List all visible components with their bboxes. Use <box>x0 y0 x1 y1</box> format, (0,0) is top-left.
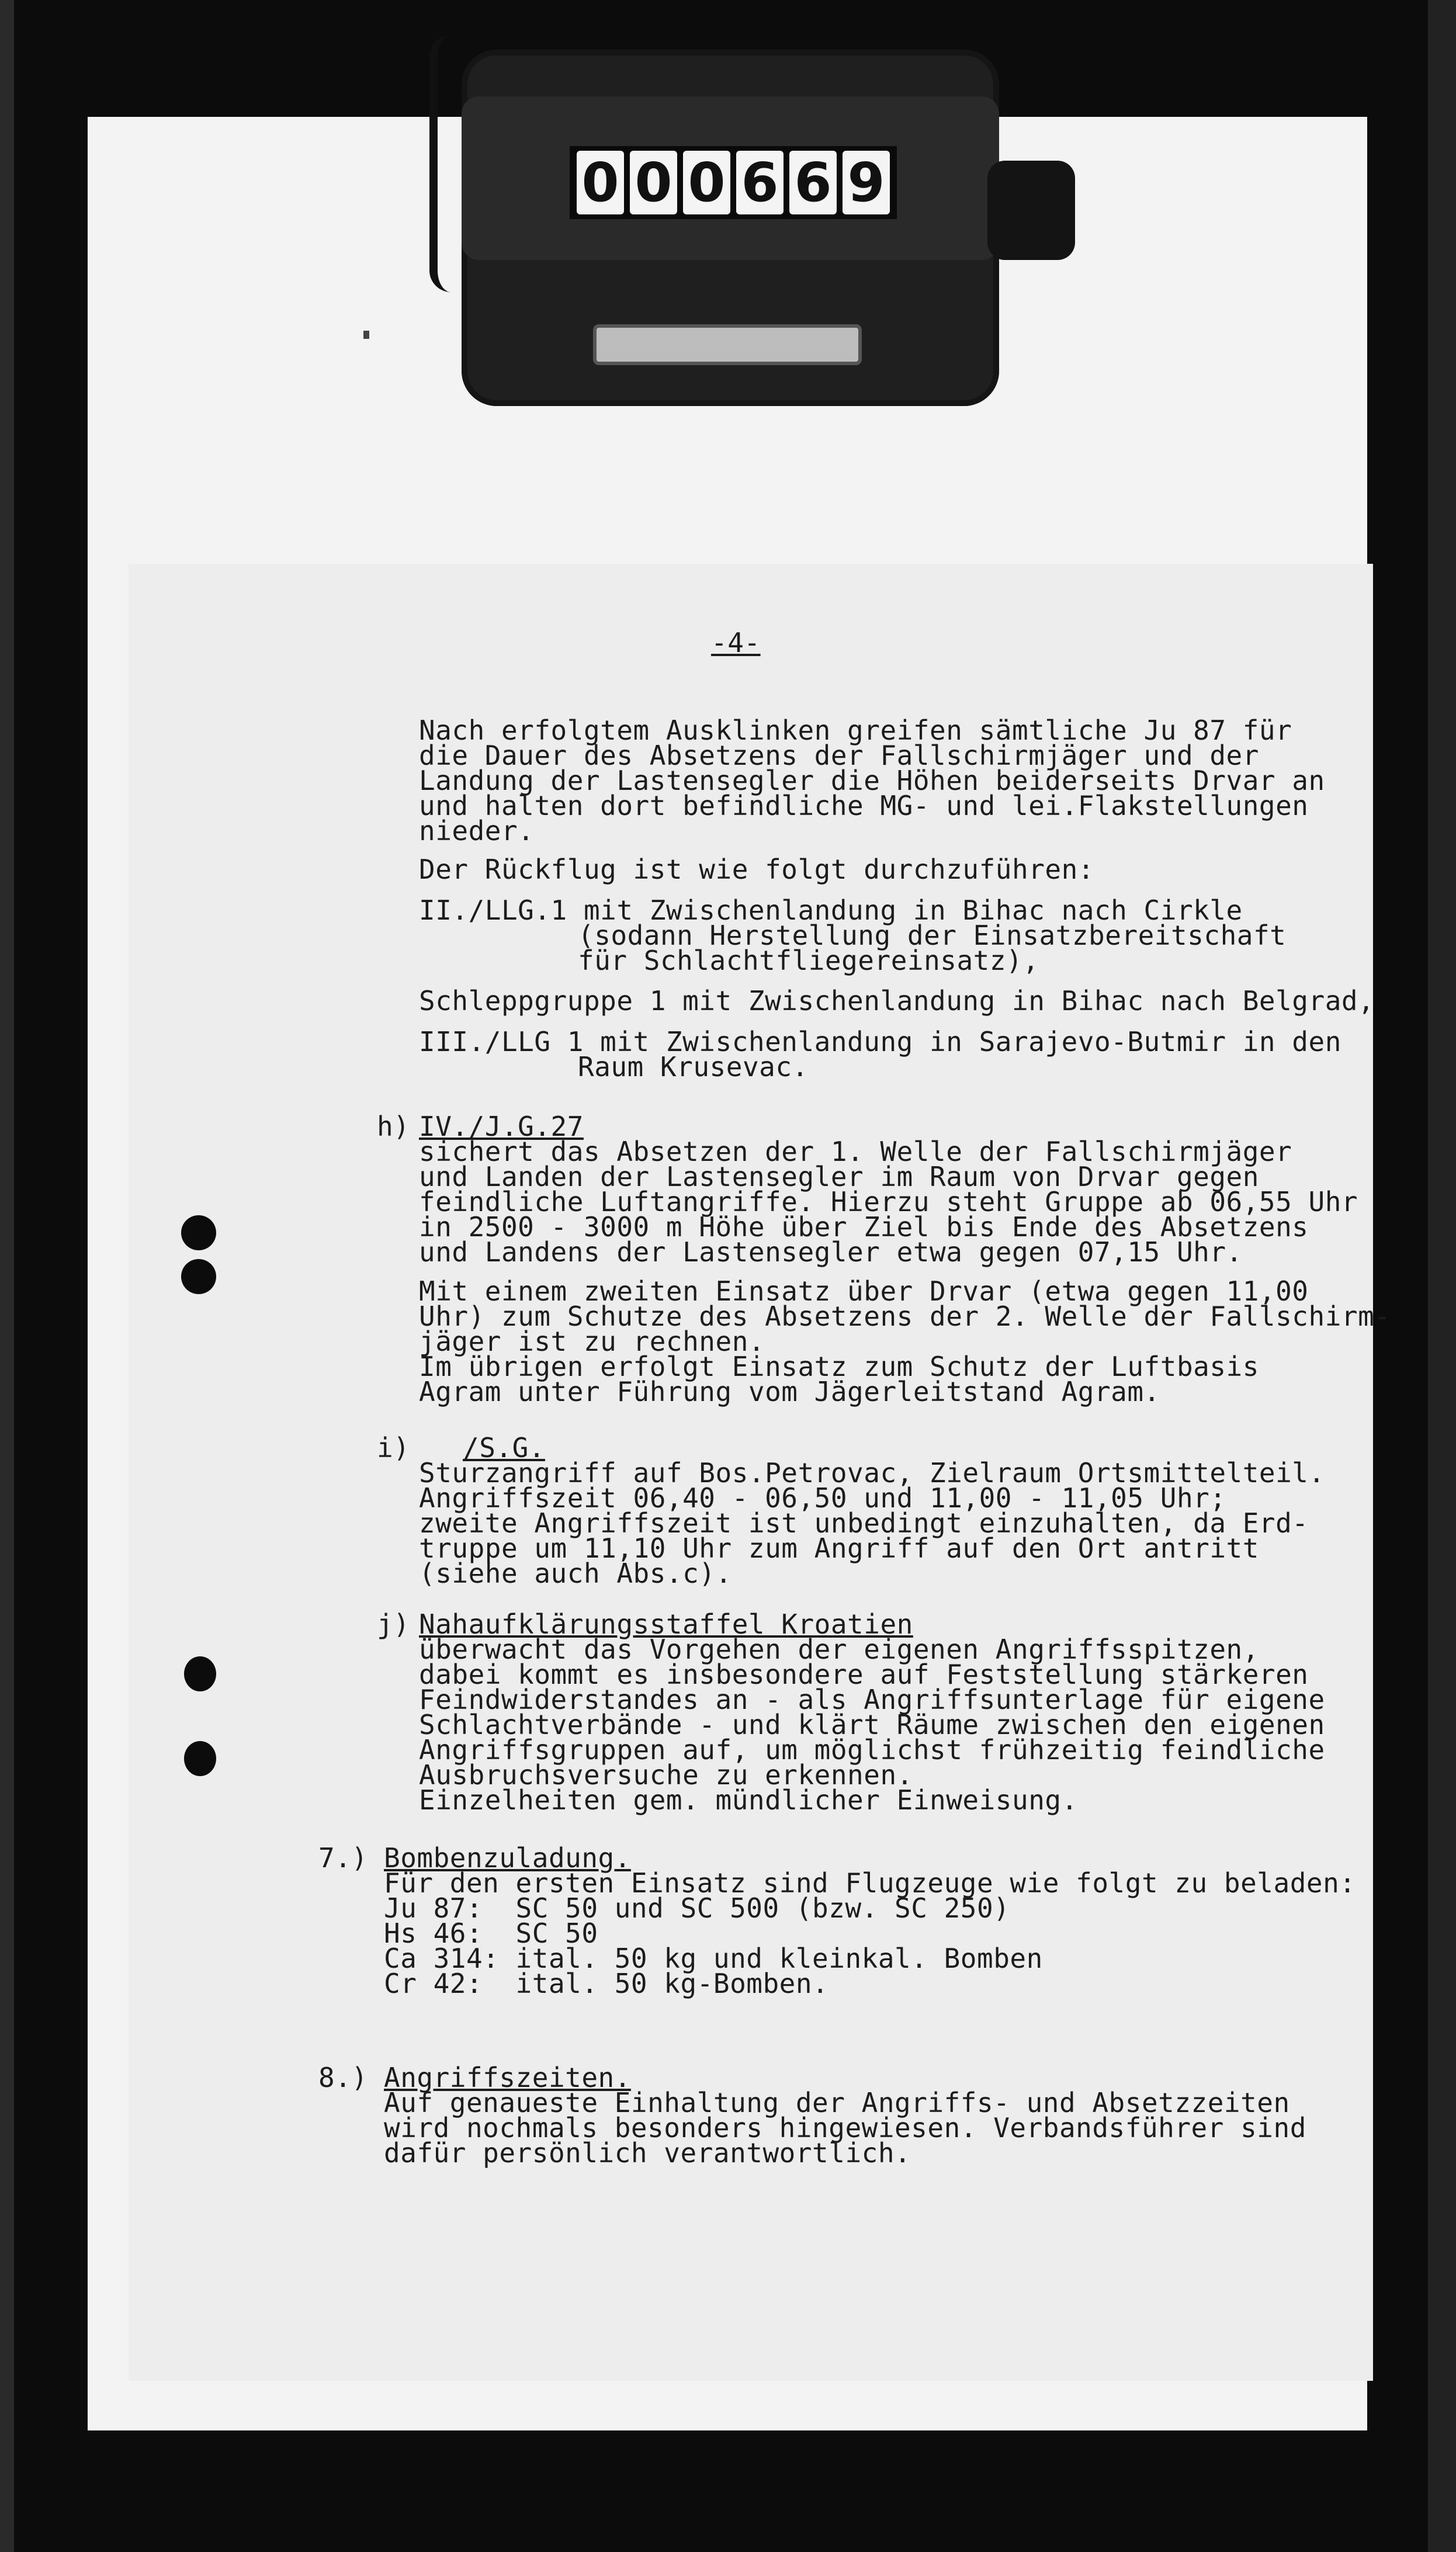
page-number: -4- <box>711 627 761 658</box>
text-line: Einzelheiten gem. mündlicher Einweisung. <box>419 1784 1078 1816</box>
text-line: Ausbruchsversuche zu erkennen. <box>419 1759 913 1791</box>
section-label-8: 8.) <box>318 2062 368 2093</box>
text-line: dabei kommt es insbesondere auf Feststellung stärkeren <box>419 1659 1309 1690</box>
text-line: Agram unter Führung vom Jägerleitstand Agram. <box>419 1376 1160 1407</box>
counter-digit: 6 <box>736 151 784 214</box>
text-line: Hs 46: SC 50 <box>384 1918 598 1949</box>
text-line: Cr 42: ital. 50 kg-Bomben. <box>384 1968 829 1999</box>
text-line: (sodann Herstellung der Einsatzbereitschaft <box>578 920 1287 951</box>
counter-digit: 9 <box>843 151 890 214</box>
text-line: dafür persönlich verantwortlich. <box>384 2137 911 2169</box>
text-line: Raum Krusevac. <box>578 1051 809 1083</box>
text-line: die Dauer des Absetzens der Fallschirmjäger und der <box>419 740 1259 771</box>
film-edge-right <box>1428 0 1456 2552</box>
text-line: feindliche Luftangriffe. Hierzu steht Gruppe ab 06,55 Uhr <box>419 1186 1358 1218</box>
counter-digit: 6 <box>789 151 837 214</box>
counter-digits <box>570 146 897 219</box>
text-line: Auf genaueste Einhaltung der Angriffs- und Absetzzeiten <box>384 2087 1290 2118</box>
text-line: Ju 87: SC 50 und SC 500 (bzw. SC 250) <box>384 1892 1010 1924</box>
text-line: Der Rückflug ist wie folgt durchzuführen: <box>419 854 1094 885</box>
counter-knob <box>987 161 1075 260</box>
text-line: und Landens der Lastensegler etwa gegen 07,15 Uhr. <box>419 1236 1243 1268</box>
text-line: Nach erfolgtem Ausklinken greifen sämtliche Ju 87 für <box>419 715 1292 746</box>
text-line: und Landen der Lastensegler im Raum von Drvar gegen <box>419 1161 1259 1192</box>
text-line: Sturzangriff auf Bos.Petrovac, Zielraum Ortsmittelteil. <box>419 1457 1325 1489</box>
text-line: Schleppgruppe 1 mit Zwischenlandung in Bihac nach Belgrad, <box>419 985 1375 1017</box>
text-line: sichert das Absetzen der 1. Welle der Fallschirmjäger <box>419 1136 1292 1167</box>
text-line: Mit einem zweiten Einsatz über Drvar (etwa gegen 11,00 <box>419 1275 1309 1307</box>
section-heading: Angriffszeiten. <box>384 2062 631 2093</box>
counter-plate <box>593 324 862 365</box>
text-line: truppe um 11,10 Uhr zum Angriff auf den Ort antritt <box>419 1532 1259 1564</box>
text-line: Angriffszeit 06,40 - 06,50 und 11,00 - 11,05 Uhr; <box>419 1482 1226 1514</box>
text-line: Feindwiderstandes an - als Angriffsunterlage für eigene <box>419 1684 1325 1715</box>
text-line: (siehe auch Abs.c). <box>419 1558 732 1589</box>
text-line: III./LLG 1 mit Zwischenlandung in Sarajevo-Butmir in den <box>419 1026 1341 1057</box>
text-line: Landung der Lastensegler die Höhen beiderseits Drvar an <box>419 765 1325 796</box>
section-label-j: j) <box>377 1608 410 1640</box>
counter-digit: 0 <box>577 151 624 214</box>
text-line: Uhr) zum Schutze des Absetzens der 2. Welle der Fallschirm- <box>419 1301 1391 1332</box>
text-line: zweite Angriffszeit ist unbedingt einzuhalten, da Erd- <box>419 1507 1309 1539</box>
text-line: für Schlachtfliegereinsatz), <box>578 945 1039 976</box>
section-heading: /S.G. <box>463 1432 545 1464</box>
text-line: II./LLG.1 mit Zwischenlandung in Bihac nach Cirkle <box>419 894 1243 926</box>
text-line: jäger ist zu rechnen. <box>419 1326 765 1357</box>
text-line: in 2500 - 3000 m Höhe über Ziel bis Ende des Absetzens <box>419 1211 1309 1243</box>
counter-digit: 0 <box>630 151 677 214</box>
punch-hole <box>184 1741 216 1776</box>
text-line: Im übrigen erfolgt Einsatz zum Schutz der Luftbasis <box>419 1351 1259 1382</box>
document-page <box>129 564 1391 2381</box>
stray-mark <box>363 331 369 339</box>
section-label-h: h) <box>377 1111 410 1142</box>
text-line: Angriffsgruppen auf, um möglichst frühzeitig feindliche <box>419 1734 1325 1766</box>
text-line: wird nochmals besonders hingewiesen. Verbandsführer sind <box>384 2112 1306 2144</box>
text-line: Ca 314: ital. 50 kg und kleinkal. Bomben <box>384 1943 1043 1974</box>
text-line: Schlachtverbände - und klärt Räume zwischen den eigenen <box>419 1709 1325 1740</box>
punch-hole <box>181 1259 216 1294</box>
punch-hole <box>181 1215 216 1250</box>
section-label-7: 7.) <box>318 1842 368 1874</box>
film-edge-left <box>0 0 14 2552</box>
section-heading: Nahaufklärungsstaffel Kroatien <box>419 1608 913 1640</box>
counter-digit: 0 <box>683 151 730 214</box>
section-label-i: i) <box>377 1432 410 1464</box>
text-line: überwacht das Vorgehen der eigenen Angriffsspitzen, <box>419 1634 1259 1665</box>
punch-hole <box>184 1656 216 1691</box>
section-heading: Bombenzuladung. <box>384 1842 631 1874</box>
text-line: Für den ersten Einsatz sind Flugzeuge wie folgt zu beladen: <box>384 1867 1356 1899</box>
section-heading: IV./J.G.27 <box>419 1111 584 1142</box>
text-line: nieder. <box>419 815 535 847</box>
text-line: und halten dort befindliche MG- und lei.Flakstellungen <box>419 790 1309 821</box>
